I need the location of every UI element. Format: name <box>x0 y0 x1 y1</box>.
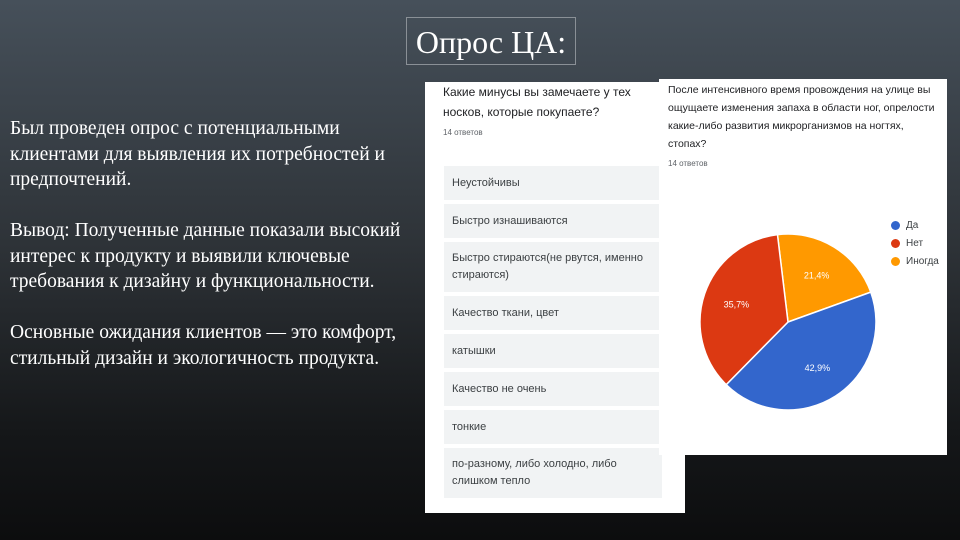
slide-body-text <box>10 116 415 397</box>
legend-label: Нет <box>906 237 924 249</box>
answer-item: Быстро стираются(не рвутся, именно стираются) <box>444 242 662 292</box>
legend-swatch <box>891 257 900 266</box>
intro-paragraph: Был проведен опрос с потенциальными клиентами для выявления их потребностей и предпочтений. <box>10 118 385 190</box>
answer-item: катышки <box>444 334 662 368</box>
legend-swatch <box>891 239 900 248</box>
survey-answers-screenshot <box>425 82 685 513</box>
legend-label: Иногда <box>906 255 939 267</box>
pie-data-label: 35,7% <box>723 299 750 310</box>
survey-pie-screenshot <box>659 79 947 455</box>
conclusion-paragraph: Вывод: Полученные данные показали высокий интерес к продукту и выявили ключевые требования к дизайну и функциональности. <box>10 220 401 292</box>
answer-item: Быстро изнашиваются <box>444 204 662 238</box>
chart-legend <box>891 216 939 270</box>
legend-item <box>891 216 939 234</box>
answer-item: Неустойчивы <box>444 166 662 200</box>
answer-item: по-разному, либо холодно, либо слишком тепло <box>444 448 662 498</box>
legend-item <box>891 252 939 270</box>
response-count: 14 ответов <box>443 128 483 137</box>
answer-item: тонкие <box>444 410 662 444</box>
legend-label: Да <box>906 219 919 231</box>
pie-data-label: 42,9% <box>804 362 831 373</box>
legend-item <box>891 234 939 252</box>
survey-question: Какие минусы вы замечаете у тех носков, которые покупаете? <box>443 85 631 119</box>
survey-question: После интенсивного время провождения на улице вы ощущаете изменения запаха в области ног, опрелости какие-либо развития микрорганизмов на ногтях, стопах? <box>668 84 935 150</box>
pie-data-label: 21,4% <box>803 270 830 281</box>
answer-list <box>444 166 662 502</box>
expectations-paragraph: Основные ожидания клиентов — это комфорт, стильный дизайн и экологичность продукта. <box>10 322 397 369</box>
legend-swatch <box>891 221 900 230</box>
answer-item: Качество не очень <box>444 372 662 406</box>
response-count: 14 ответов <box>668 159 708 168</box>
answer-item: Качество ткани, цвет <box>444 296 662 330</box>
slide-title: Опрос ЦА: <box>406 17 576 65</box>
